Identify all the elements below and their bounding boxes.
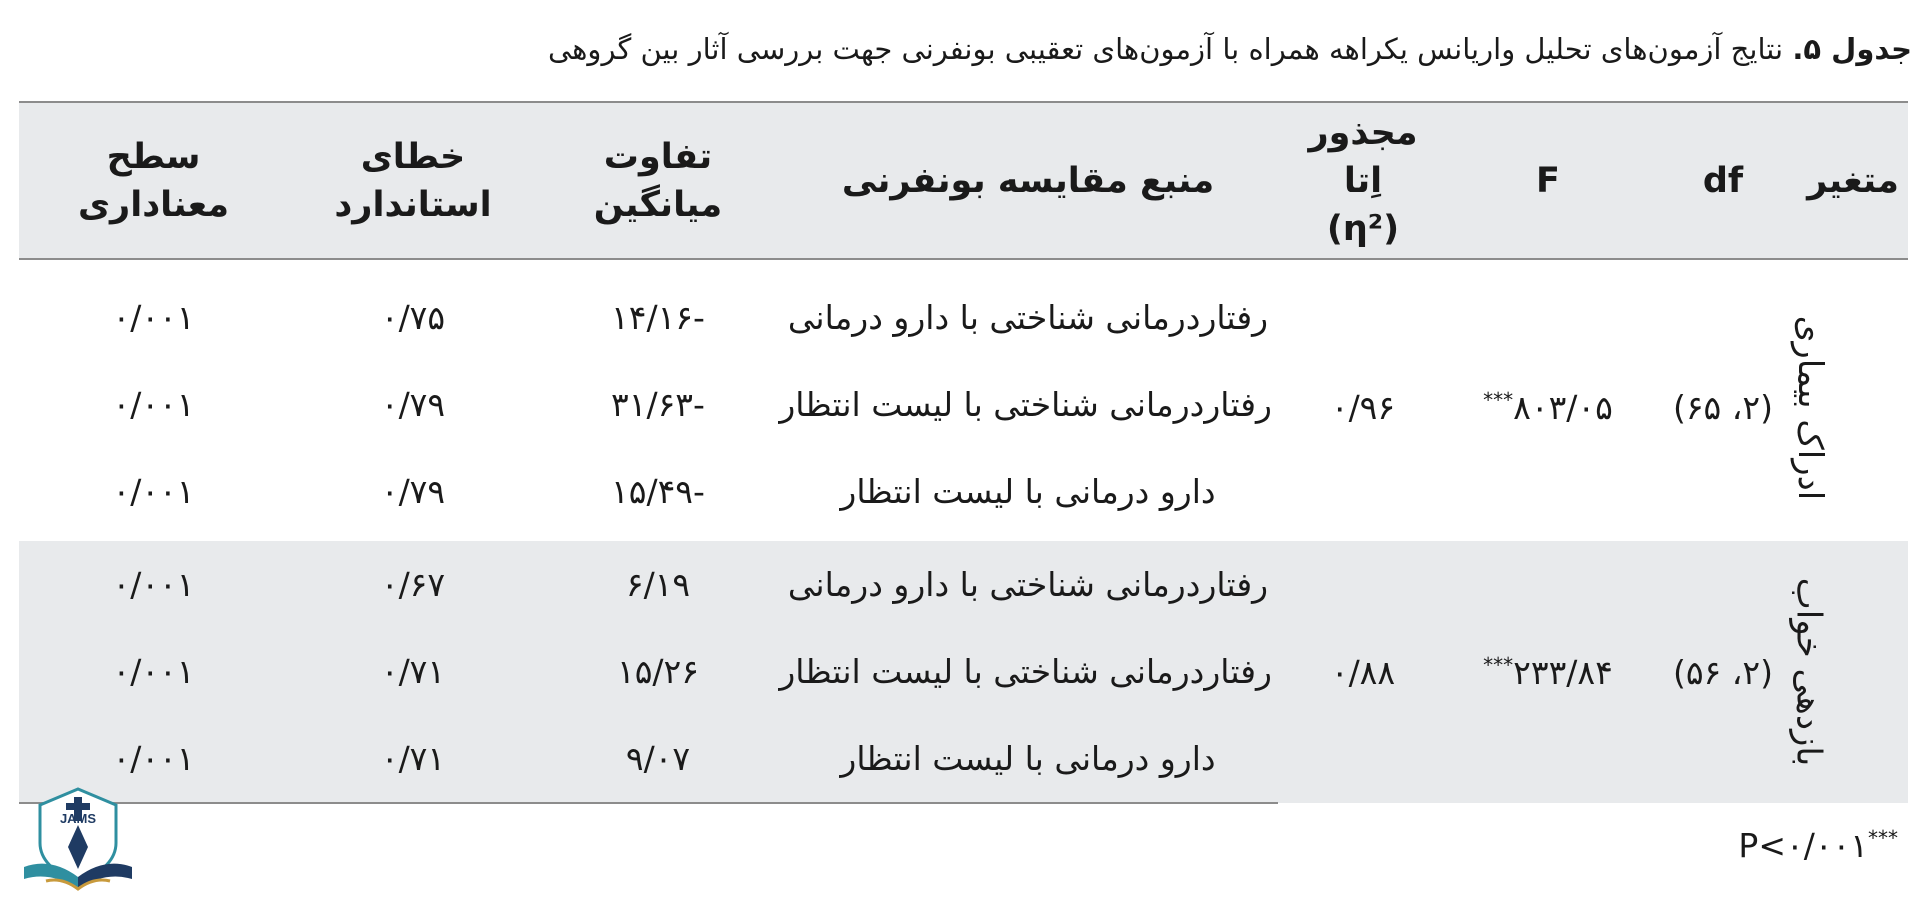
mean-diff-cell: ۹/۰۷ [538, 715, 778, 803]
journal-logo [16, 785, 140, 895]
header-mean-diff-line1: تفاوت [603, 136, 713, 177]
std-err-cell: ۰/۶۷ [288, 541, 538, 628]
variable-cell [1789, 259, 1908, 541]
mean-diff-cell: -۱۵/۴۹ [611, 472, 705, 511]
logo-text: JAMS [59, 811, 97, 826]
header-eta-line1: مجذور اِتا [1308, 112, 1418, 201]
df-value: (۶۵ ،۲) [1672, 388, 1774, 427]
std-err-cell: ۰/۷۹ [380, 385, 446, 424]
footnote-text: P<۰/۰۰۱ [1738, 826, 1868, 865]
results-table [19, 101, 1908, 804]
f-cell [1448, 541, 1648, 803]
group-sleep-efficiency [19, 541, 1908, 803]
source-cell: دارو درمانی با لیست انتظار [840, 472, 1216, 511]
logo-crossbar [66, 803, 90, 810]
f-cell [1448, 259, 1648, 541]
sig-cell: ۰/۰۰۱ [19, 541, 288, 628]
f-value: ۸۰۳/۰۵ [1513, 388, 1613, 427]
footnote-stars: *** [1868, 826, 1898, 850]
caption-label: جدول ۵. [1792, 32, 1912, 66]
df-value: (۵۶ ،۲) [1672, 652, 1774, 692]
sig-cell: ۰/۰۰۱ [112, 472, 195, 511]
header-std-err-line2: استاندارد [334, 184, 492, 225]
std-err-cell: ۰/۷۱ [288, 715, 538, 803]
sig-cell: ۰/۰۰۱ [19, 628, 288, 715]
significance-footnote [1738, 826, 1898, 865]
source-cell: دارو درمانی با لیست انتظار [778, 715, 1278, 803]
variable-label: بازدهی خواب [1787, 577, 1828, 767]
source-cell: رفتاردرمانی شناختی با لیست انتظار [778, 628, 1278, 715]
header-source: منبع مقایسه بونفرنی [778, 102, 1278, 259]
header-mean-diff [538, 102, 778, 259]
source-cell: رفتاردرمانی شناختی با لیست انتظار [779, 385, 1272, 424]
header-variable: متغیر [1798, 102, 1908, 259]
header-sig-line1: سطح [106, 136, 201, 177]
sig-cell: ۰/۰۰۱ [19, 715, 288, 803]
header-df: df [1648, 102, 1798, 259]
mean-diff-cell: ۶/۱۹ [538, 541, 778, 628]
header-mean-diff-line2: میانگین [593, 184, 723, 225]
std-err-cell: ۰/۷۹ [380, 472, 446, 511]
eta-cell: ۰/۹۶ [1330, 388, 1396, 427]
variable-label: ادراک بیماری [1789, 315, 1830, 500]
header-eta [1278, 102, 1448, 259]
std-err-cell: ۰/۷۱ [288, 628, 538, 715]
group-illness-perception [19, 259, 1908, 541]
table-row [19, 541, 1908, 628]
source-cell: رفتاردرمانی شناختی با دارو درمانی [778, 541, 1278, 628]
f-value: ۲۳۳/۸۴ [1513, 652, 1613, 692]
sig-cell: ۰/۰۰۱ [112, 298, 195, 337]
mean-diff-cell: -۱۴/۱۶ [611, 298, 705, 337]
source-cell: رفتاردرمانی شناختی با دارو درمانی [787, 298, 1269, 337]
std-err-cell: ۰/۷۵ [380, 298, 446, 337]
header-row [19, 102, 1908, 259]
f-stars: *** [1483, 652, 1514, 677]
table-caption [400, 26, 1912, 72]
header-std-err-line1: خطای [360, 136, 466, 177]
header-f: F [1448, 102, 1648, 259]
header-std-err [288, 102, 538, 259]
header-eta-line2: (η²) [1326, 208, 1400, 249]
f-stars: *** [1483, 388, 1514, 412]
header-sig [19, 102, 288, 259]
mean-diff-cell: ۱۵/۲۶ [538, 628, 778, 715]
variable-cell [1787, 541, 1908, 803]
caption-text: نتایج آزمون‌های تحلیل واریانس یکراهه همراه با آزمون‌های تعقیبی بونفرنی جهت بررسی آثار بین گروهی [547, 32, 1793, 66]
mean-diff-cell: -۳۱/۶۳ [611, 385, 705, 424]
header-sig-line2: معناداری [77, 184, 230, 225]
table-row [19, 259, 1908, 361]
sig-cell: ۰/۰۰۱ [112, 385, 195, 424]
eta-cell: ۰/۸۸ [1278, 541, 1448, 803]
